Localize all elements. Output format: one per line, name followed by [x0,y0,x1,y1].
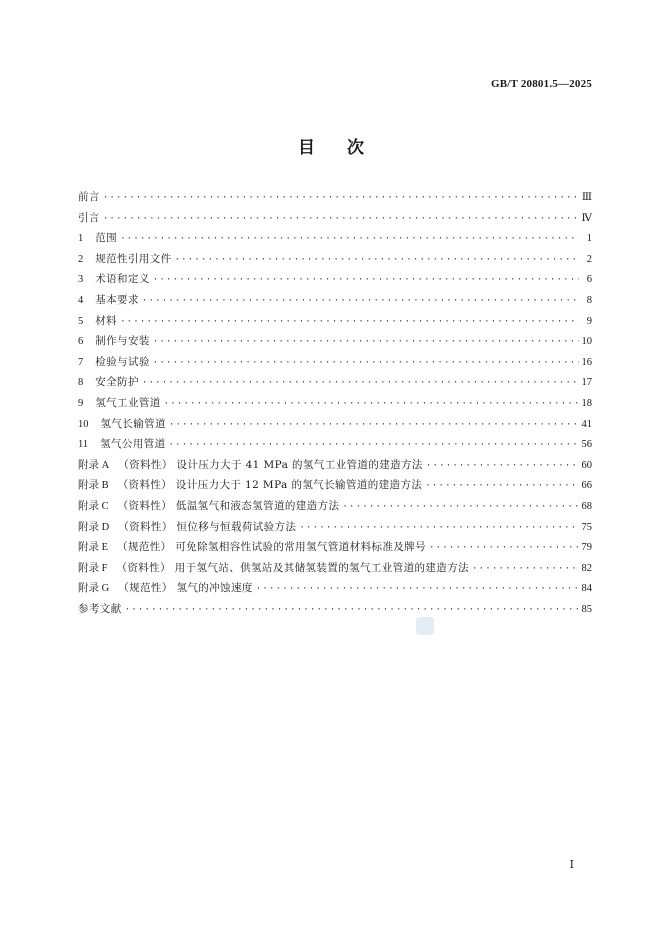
toc-entry-page: 68 [581,500,592,512]
toc-entry-page: 75 [581,521,592,533]
toc-dot-leader [429,538,579,559]
toc-entry[interactable] [78,331,592,352]
toc-dot-leader [175,250,579,271]
toc-dot-leader [103,188,579,209]
toc-entry-page: 79 [581,542,592,554]
toc-entry-page: 18 [581,397,592,409]
toc-entry-page: 10 [581,336,592,348]
toc-entry-page: 85 [581,603,592,615]
toc-entry[interactable] [78,290,592,311]
toc-dot-leader [120,229,579,250]
toc-entry[interactable] [78,578,592,599]
toc-entry-title: 范围 [95,232,118,245]
toc-entry[interactable] [78,496,592,517]
toc-entry-number: 5 [78,315,84,327]
toc-entry-number: 附录 A [78,459,110,471]
toc-entry-title: 术语和定义 [95,273,150,286]
toc-entry-title: （资料性） 设计压力大于 41 MPa 的氢气工业管道的建造方法 [118,458,423,471]
toc-entry[interactable] [78,558,592,579]
toc-entry-title: （资料性） 用于氢气站、供氢站及其储氢装置的氢气工业管道的建造方法 [116,561,470,574]
toc-entry-number: 附录 E [78,542,109,554]
page-number: Ⅰ [569,859,574,871]
toc-entry-page: 41 [581,418,592,430]
toc-entry[interactable] [78,372,592,393]
toc-entry[interactable] [78,537,592,558]
toc-entry-title: 安全防护 [95,376,139,389]
toc-entry-page: 84 [581,583,592,595]
toc-entry-number: 10 [78,418,89,430]
toc-entry-page: 16 [581,356,592,368]
toc-entry[interactable] [78,269,592,290]
toc-entry-page: 2 [586,253,592,265]
toc-entry-number: 11 [78,439,89,451]
toc-entry-page: Ⅳ [581,212,592,224]
toc-entry-title: 材料 [95,314,118,327]
toc-entry-page: 66 [581,480,592,492]
toc-entry-title: 氢气工业管道 [95,396,161,409]
toc-entry-title: 规范性引用文件 [95,252,172,265]
toc-dot-leader [142,373,579,394]
watermark-logo [416,617,434,635]
toc-entry-page: 8 [586,294,592,306]
toc-entry-title: （规范性） 氢气的冲蚀速度 [118,582,253,595]
toc-entry-title: 引言 [78,211,100,224]
toc-entry-number: 3 [78,274,84,286]
toc-entry-title: 参考文献 [78,602,122,615]
toc-entry-number: 7 [78,356,84,368]
toc-entry-page: 17 [581,377,592,389]
toc-entry-page: 6 [586,274,592,286]
toc-dot-leader [125,600,579,621]
toc-entry-page: 60 [581,459,592,471]
toc-dot-leader [103,209,579,230]
toc-entry-number: 9 [78,397,84,409]
toc-entry-page: Ⅲ [581,192,592,203]
toc-entry-title: 氢气公用管道 [100,438,166,451]
toc-entry-number: 附录 C [78,500,109,512]
toc-entry-title: 检验与试验 [95,355,150,368]
toc-dot-leader [169,435,579,456]
toc-entry[interactable] [78,517,592,538]
toc-dot-leader [169,415,579,436]
toc-entry-title: 前言 [78,191,100,203]
toc-entry[interactable] [78,414,592,435]
toc-entry-title: （资料性） 低温氢气和液态氢管道的建造方法 [117,499,340,512]
toc-entry-number: 附录 G [78,583,110,595]
toc-entry-page: 56 [581,439,592,451]
toc-dot-leader [425,476,578,497]
toc-dot-leader [342,497,578,518]
toc-entry-number: 6 [78,336,84,348]
toc-dot-leader [256,579,579,600]
toc-entry-title: 基本要求 [95,293,139,306]
page-title: 目次 [298,138,396,158]
toc-entry-title: 制作与安装 [95,335,150,348]
toc-entry-title: 氢气长输管道 [100,417,166,430]
toc-entry-number: 4 [78,294,84,306]
toc-dot-leader [120,312,579,333]
toc-entry-title: （资料性） 设计压力大于 12 MPa 的氢气长输管道的建造方法 [117,479,423,492]
toc-dot-leader [426,456,579,477]
toc-entry[interactable] [78,599,592,620]
toc-dot-leader [153,332,579,353]
toc-dot-leader [153,270,579,291]
toc-entry[interactable] [78,311,592,332]
toc-dot-leader [164,394,579,415]
toc-entry-page: 1 [586,233,592,245]
toc-entry-number: 8 [78,377,84,389]
toc-dot-leader [153,353,579,374]
toc-dot-leader [472,559,578,580]
toc-entry-number: 附录 F [78,562,108,574]
toc-dot-leader [142,291,579,312]
toc-dot-leader [299,518,578,539]
toc-entry[interactable] [78,208,592,229]
toc-entry[interactable] [78,393,592,414]
toc-entry[interactable] [78,434,592,455]
toc-entry-number: 附录 D [78,521,110,533]
toc-entry-number: 附录 B [78,480,109,492]
toc-entry[interactable] [78,475,592,496]
toc-entry-title: （规范性） 可免除氢相容性试验的常用氢气管道材料标准及牌号 [117,541,426,554]
toc-entry[interactable] [78,228,592,249]
standard-number: GB/T 20801.5—2025 [491,78,592,90]
toc-entry[interactable] [78,352,592,373]
toc-entry[interactable] [78,187,592,208]
toc-entry-title: （资料性） 恒位移与恒载荷试验方法 [118,520,297,533]
toc-entry-number: 2 [78,253,84,265]
toc-entry[interactable] [78,249,592,270]
toc-entry-number: 1 [78,233,84,245]
table-of-contents [78,187,592,619]
toc-entry[interactable] [78,455,592,476]
toc-entry-page: 82 [581,562,592,574]
toc-entry-page: 9 [586,315,592,327]
